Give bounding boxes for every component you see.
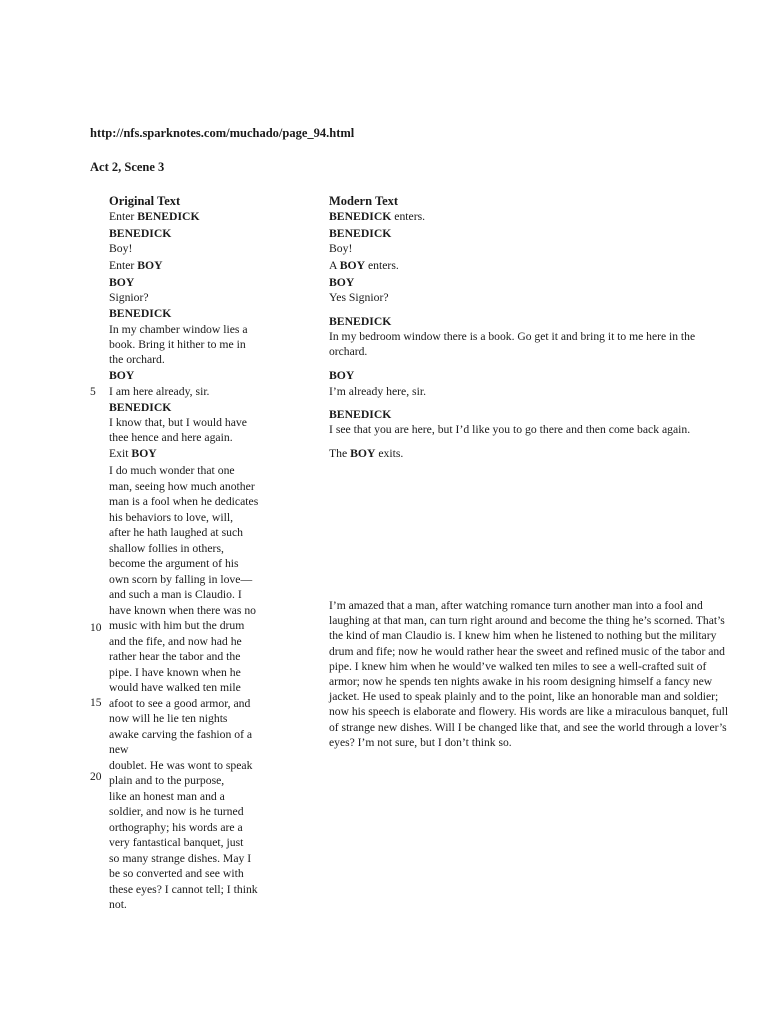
speech-line: and the fife, and now had he [109, 634, 242, 648]
speaker-benedick: BENEDICK [329, 227, 392, 240]
speaker-benedick: BENEDICK [109, 401, 172, 414]
speech-line: his behaviors to love, will, [109, 510, 234, 524]
speech-line: very fantastical banquet, just [109, 836, 244, 849]
speech-line: man, seeing how much another [109, 479, 255, 493]
speech-line: doublet. He was wont to speak [109, 758, 253, 772]
original-heading: Original Text [109, 194, 181, 208]
line-number: 20 [90, 771, 102, 783]
speech-line: music with him but the drum [109, 619, 245, 632]
stage-direction-exit-boy: Exit BOY [109, 447, 157, 460]
soliloquy-paragraph: I’m amazed that a man, after watching romance turn another man into a fool and laughing at that man, can turn right around and become the thing he’s scorned. That’s the kind of man Claudio is. I knew him when he listened to nothing but the military drum and fife; now he would rather hear the sweet and refined music of the tabor and pipe. I knew him when he would’ve walked ten miles to see a well-crafted suit of armor; now he spends ten nights awake in his room designing himself a fancy new jacket. He used to speak plainly and to the point, like an honorable man and soldier; now his speech is elaborate and flowery. His words are like a miraculous banquet, full of strange new dishes. Will I be changed like that, and see the world through a lover’s eyes? I’m not sure, but I don’t think so. [329, 599, 729, 749]
speaker-boy: BOY [109, 276, 135, 289]
speech-line: awake carving the fashion of a [109, 727, 253, 741]
speech-line: and such a man is Claudio. I [109, 588, 242, 601]
speech-line: not. [109, 898, 127, 911]
speech-line: I’m already here, sir. [329, 385, 427, 398]
speech-line: so many strange dishes. May I [109, 851, 252, 865]
speech-line: Yes Signior? [329, 291, 389, 304]
line-number: 10 [90, 622, 102, 634]
speech-line: orthography; his words are a [109, 820, 243, 834]
speech-line: I see that you are here, but I’d like you to go there and then come back again. [329, 423, 691, 436]
speech-line: plain and to the purpose, [109, 774, 225, 787]
speech-line: thee hence and here again. [109, 431, 233, 444]
speech-line: become the argument of his [109, 557, 239, 570]
speech-line: the orchard. [109, 353, 165, 366]
stage-direction-enter-boy: Enter BOY [109, 259, 163, 272]
speech-line: I am here already, sir. [109, 385, 210, 398]
speech-line: pipe. I have known when he [109, 665, 241, 679]
line-number: 5 [90, 386, 96, 398]
speech-line: own scorn by falling in love— [109, 572, 253, 586]
speech-line: would have walked ten mile [109, 681, 241, 694]
speech-line: afoot to see a good armor, and [109, 696, 251, 710]
speaker-boy: BOY [329, 369, 355, 382]
speech-line: have known when there was no [109, 603, 257, 617]
speech-line: rather hear the tabor and the [109, 650, 241, 663]
stage-direction-boy-exits: The BOY exits. [329, 447, 404, 460]
speech-line: In my chamber window lies a [109, 323, 248, 336]
speech-line: these eyes? I cannot tell; I think [109, 882, 258, 896]
speech-line: I know that, but I would have [109, 416, 247, 429]
speech-line: be so converted and see with [109, 867, 244, 880]
speech-line: after he hath laughed at such [109, 526, 244, 539]
speech-line: man is a fool when he dedicates [109, 495, 259, 508]
line-number: 15 [90, 697, 102, 709]
speaker-boy: BOY [329, 276, 355, 289]
speech-paragraph: In my bedroom window there is a book. Go get it and bring it to me here in the orchard. [329, 330, 696, 359]
speech-line: like an honest man and a [109, 789, 225, 803]
source-url[interactable]: http://nfs.sparknotes.com/muchado/page_94.html [90, 126, 355, 140]
stage-direction-boy-enters: A BOY enters. [329, 259, 399, 272]
scene-title: Act 2, Scene 3 [90, 160, 165, 174]
speech-line: now will he lie ten nights [109, 712, 228, 725]
benedick-soliloquy [109, 463, 309, 913]
stage-direction-benedick-enters: BENEDICK enters. [329, 210, 426, 223]
speaker-benedick: BENEDICK [109, 227, 172, 240]
speech-line: shallow follies in others, [109, 541, 224, 555]
speaker-benedick: BENEDICK [329, 315, 392, 328]
speech-line: I do much wonder that one [109, 464, 235, 477]
stage-direction-enter-benedick: Enter BENEDICK [109, 210, 200, 223]
speaker-benedick: BENEDICK [329, 408, 392, 421]
modern-heading: Modern Text [329, 194, 399, 208]
speech-line: soldier, and now is he turned [109, 805, 244, 818]
speech-line: Signior? [109, 291, 149, 304]
speech-line: Boy! [329, 242, 353, 255]
speaker-benedick: BENEDICK [109, 307, 172, 320]
speech-line: Boy! [109, 242, 133, 255]
speech-line: new [109, 743, 129, 756]
speaker-boy: BOY [109, 369, 135, 382]
speech-line: book. Bring it hither to me in [109, 338, 246, 351]
